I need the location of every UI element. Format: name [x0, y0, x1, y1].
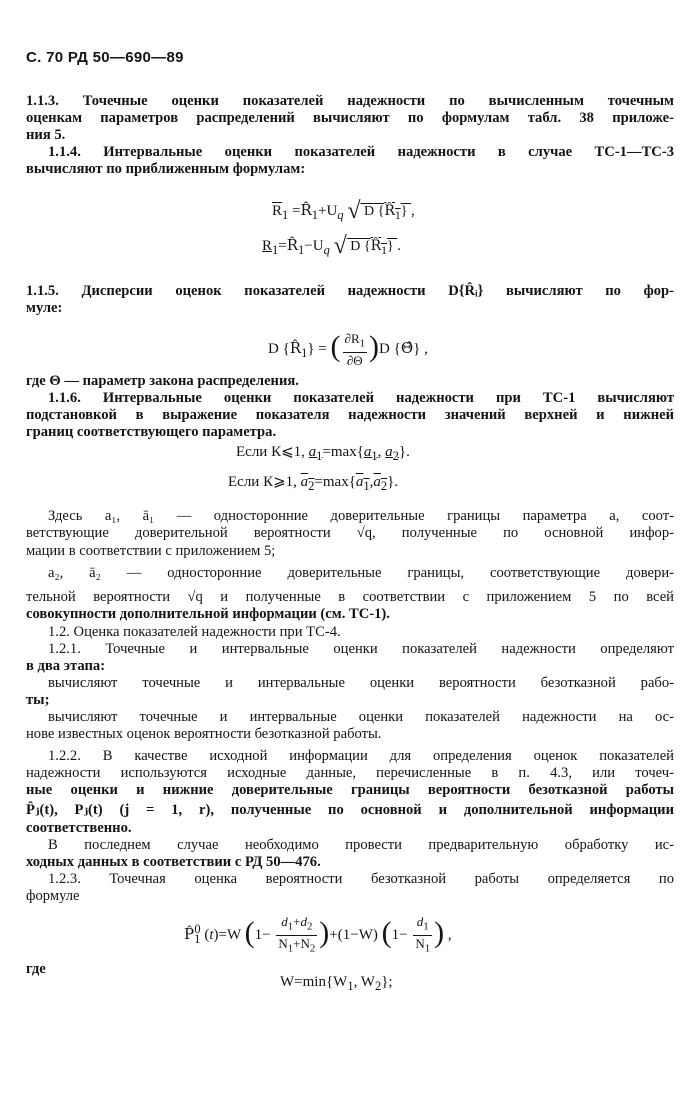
paragraph-1-1-5-line-1: 1.1.5. Дисперсии оценок показателей надежности D{R̂ᵢ} вычисляют по фор-: [26, 283, 674, 299]
here-line-5: тельной вероятности √q и полученные в соответствии с приложением 5 по всей: [26, 589, 674, 605]
here-line-6: совокупности дополнительной информации (см. ТС-1).: [26, 606, 390, 622]
paragraph-1-2-1-line-4: ты;: [26, 692, 50, 708]
here-line-2: ветствующие доверительной вероятности √q, полученные по основной инфор-: [26, 525, 674, 541]
paragraph-1-1-4-line-1: 1.1.4. Интервальные оценки показателей надежности в случае ТС-1—ТС-3: [48, 144, 674, 160]
formula-upper-bound: $\overline{R}_1$ $=R̂_1+U_q$ √ D $\{R̂_1\}$ ,: [272, 198, 415, 224]
paragraph-1-2-1-line-3: вычисляют точечные и интервальные оценки вероятности безотказной рабо-: [48, 675, 674, 691]
formula-point-estimate: $P̂_1^0$ (t)=W (1− $\frac{d_1+d_2}{N_1+N_2}$ )+(1−W) (1− $\frac{d_1}{N_1}$ ) ,: [184, 914, 452, 955]
section-1-2-title: 1.2. Оценка показателей надежности при ТС-4.: [48, 624, 341, 640]
formula-w-min: $W=\min\{W_1$, $W_2$};: [280, 974, 393, 993]
paragraph-1-2-2-line-1: 1.2.2. В качестве исходной информации для определения оценок показателей: [48, 748, 674, 764]
page-header: С. 70 РД 50—690—89: [26, 49, 184, 66]
paragraph-1-1-6-line-3: границ соответствующего параметра.: [26, 424, 277, 440]
here-line-1: Здесь a₁, ā₁ — односторонние доверительные границы параметра a, соот-: [48, 508, 674, 524]
here-line-4: a₂, ā₂ — односторонние доверительные границы, соответствующие довери-: [48, 565, 674, 581]
paragraph-1-1-3-line-2: оценкам параметров распределений вычисляют по формулам табл. 38 приложе-: [26, 110, 674, 126]
formula-lower-bound: $R_1=R̂_1-U_q$ √ D $\{R̂_1\}$ .: [262, 233, 401, 259]
paragraph-1-2-3-line-2: формуле: [26, 888, 80, 904]
condition-k-less: Если К⩽1, $a_1=\max\{a_1$, $a_2$}.: [236, 444, 410, 463]
paragraph-1-2-3-line-1: 1.2.3. Точечная оценка вероятности безотказной работы определяется по: [48, 871, 674, 887]
paragraph-1-2-1-line-5: вычисляют точечные и интервальные оценки показателей надежности на ос-: [48, 709, 674, 725]
paragraph-1-2-2-line-6: В последнем случае необходимо провести предварительную обработку ис-: [48, 837, 674, 853]
here-line-3: мации в соответствии с приложением 5;: [26, 543, 276, 559]
paragraph-1-1-4-line-2: вычисляют по приближенным формулам:: [26, 161, 306, 177]
paragraph-1-2-2-line-7: ходных данных в соответствии с РД 50—476.: [26, 854, 321, 870]
paragraph-1-2-2-line-5: соответственно.: [26, 820, 132, 836]
paragraph-1-1-6-line-2: подстановкой в выражение показателя надежности значений верхней и нижней: [26, 407, 674, 423]
where-label: где: [26, 961, 46, 977]
paragraph-1-1-3-line-3: ния 5.: [26, 127, 66, 143]
paragraph-1-1-6-line-1: 1.1.6. Интервальные оценки показателей надежности при ТС-1 вычисляют: [48, 390, 674, 406]
paragraph-1-2-2-line-3: ные оценки и нижние доверительные границы вероятности безотказной работы: [26, 782, 674, 798]
paragraph-1-2-2-line-4: P̂ⱼ(t), Pⱼ(t) (j = 1, r), полученные по основной и дополнительной информации: [26, 802, 674, 818]
condition-k-greater: Если К⩾1, $a_2=\max\{a_1,a_2\}$.: [228, 474, 399, 493]
paragraph-1-1-5-line-2: муле:: [26, 300, 63, 316]
paragraph-1-2-2-line-2: надежности используются исходные данные, перечисленные в п. 4.3, или точеч-: [26, 765, 674, 781]
paragraph-1-2-1-line-6: нове известных оценок вероятности безотказной работы.: [26, 726, 382, 742]
paragraph-1-2-1-line-2: в два этапа:: [26, 658, 106, 674]
paragraph-1-2-1-line-1: 1.2.1. Точечные и интервальные оценки показателей надежности определяют: [48, 641, 674, 657]
theta-definition: где Θ — параметр закона распределения.: [26, 373, 299, 389]
paragraph-1-1-3-line-1: 1.1.3. Точечные оценки показателей надежности по вычисленным точечным: [26, 93, 674, 109]
formula-variance: D $\{R̂_1\}$ = ( $\frac{\partial R_1}{\partial\Theta}$ )D {Θ̂} ,: [268, 330, 428, 368]
